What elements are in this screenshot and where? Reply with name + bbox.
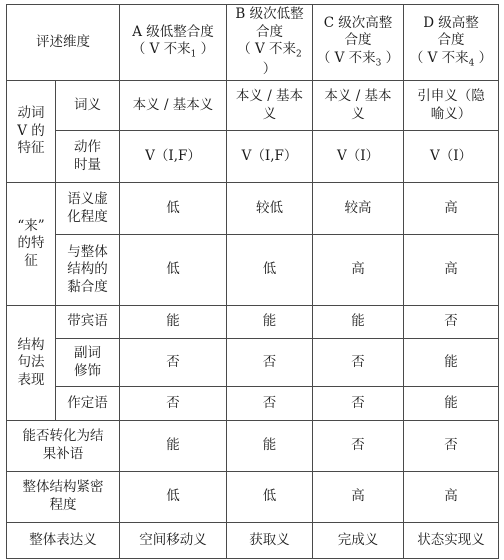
cell-b: 能 — [227, 306, 313, 339]
cell-c: 否 — [313, 387, 404, 421]
cell-b: V（I,F） — [227, 131, 313, 183]
group-label-lai: “来” 的特 征 — [7, 183, 56, 306]
cell-c: 高 — [313, 235, 404, 306]
cell-a: 本义 / 基本义 — [120, 81, 227, 131]
cell-b: 低 — [227, 235, 313, 306]
cell-d: 引申义（隐 喻义） — [404, 81, 499, 131]
table-row — [7, 339, 499, 387]
cell-d: 高 — [404, 183, 499, 235]
table-row — [7, 183, 499, 235]
table-row — [7, 131, 499, 183]
cell-d: 否 — [404, 421, 499, 472]
row-label: 整体表达义 — [7, 523, 120, 559]
cell-c: V（I） — [313, 131, 404, 183]
cell-d: 能 — [404, 387, 499, 421]
cell-b: 较低 — [227, 183, 313, 235]
row-label: 副词 修饰 — [56, 339, 120, 387]
cell-c: 能 — [313, 306, 404, 339]
header-dimension: 评述维度 — [7, 5, 120, 81]
table-row — [7, 421, 499, 472]
cell-b: 本义 / 基本 义 — [227, 81, 313, 131]
cell-c: 较高 — [313, 183, 404, 235]
comparison-table — [6, 4, 499, 559]
cell-b: 低 — [227, 472, 313, 523]
cell-a: 能 — [120, 306, 227, 339]
row-label: 作定语 — [56, 387, 120, 421]
group-label-syntax: 结构 句法 表现 — [7, 306, 56, 421]
cell-b: 否 — [227, 387, 313, 421]
table-row — [7, 523, 499, 559]
cell-d: 能 — [404, 339, 499, 387]
table-row — [7, 306, 499, 339]
row-label: 整体结构紧密 程度 — [7, 472, 120, 523]
cell-a: V（I,F） — [120, 131, 227, 183]
cell-b: 获取义 — [227, 523, 313, 559]
group-label-verb: 动词 V 的 特征 — [7, 81, 56, 183]
row-label: 动作 时量 — [56, 131, 120, 183]
cell-a: 否 — [120, 339, 227, 387]
cell-a: 低 — [120, 235, 227, 306]
header-level-a: A 级低整合度 （ V 不来$_1$ ） — [120, 5, 227, 81]
cell-c: 高 — [313, 472, 404, 523]
row-label: 能否转化为结 果补语 — [7, 421, 120, 472]
row-label: 语义虚 化程度 — [56, 183, 120, 235]
cell-a: 低 — [120, 472, 227, 523]
table-row — [7, 472, 499, 523]
row-label: 与整体 结构的 黏合度 — [56, 235, 120, 306]
header-level-d: D 级高整 合度 （ V 不来$_4$ ） — [404, 5, 499, 81]
cell-c: 否 — [313, 421, 404, 472]
table-row — [7, 235, 499, 306]
cell-d: 高 — [404, 235, 499, 306]
cell-d: 否 — [404, 306, 499, 339]
cell-b: 否 — [227, 339, 313, 387]
cell-a: 低 — [120, 183, 227, 235]
cell-a: 能 — [120, 421, 227, 472]
cell-c: 否 — [313, 339, 404, 387]
cell-a: 空间移动义 — [120, 523, 227, 559]
header-level-c: C 级次高整 合度 （ V 不来$_3$ ） — [313, 5, 404, 81]
row-label: 词义 — [56, 81, 120, 131]
table-row — [7, 81, 499, 131]
header-level-b: B 级次低整 合度 （ V 不来$_2$ ） — [227, 5, 313, 81]
cell-d: V（I） — [404, 131, 499, 183]
cell-a: 否 — [120, 387, 227, 421]
cell-c: 本义 / 基本 义 — [313, 81, 404, 131]
cell-c: 完成义 — [313, 523, 404, 559]
cell-b: 能 — [227, 421, 313, 472]
cell-d: 状态实现义 — [404, 523, 499, 559]
cell-d: 高 — [404, 472, 499, 523]
table-row — [7, 387, 499, 421]
row-label: 带宾语 — [56, 306, 120, 339]
